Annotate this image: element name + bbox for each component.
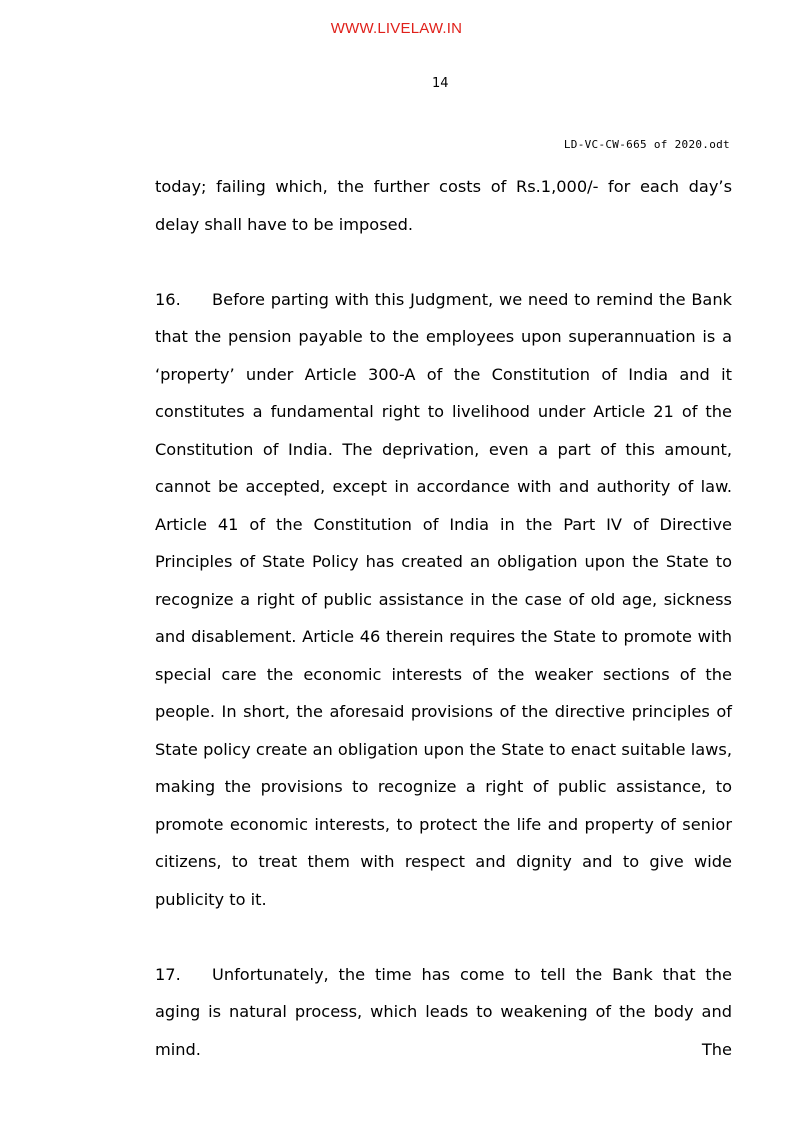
- judgment-body: [155, 168, 732, 1068]
- paragraph-17: [155, 956, 732, 1069]
- paragraph-16: [155, 281, 732, 919]
- paragraph-text: Unfortunately, the time has come to tell the Bank that the aging is natural process, which leads to weakening of the body and mind. The: [155, 964, 732, 1059]
- paragraph-text: today; failing which, the further costs of Rs.1,000/- for each day’s delay shall have to be imposed.: [155, 177, 732, 234]
- paragraph-continuation: [155, 168, 732, 243]
- paragraph-text: Before parting with this Judgment, we need to remind the Bank that the pension payable to the employees upon superannuation is a ‘property’ under Article 300-A of the Constitution of India and it constitutes a fundamental right to livelihood under Article 21 of the Constitution of India. The deprivation, even a part of this amount, cannot be accepted, except in accordance with and authority of law. Article 41 of the Constitution of India in the Part IV of Directive Principles of State Policy has created an obligation upon the State to recognize a right of public assistance in the case of old age, sickness and disablement. Article 46 therein requires the State to promote with special care the economic interests of the weaker sections of the people. In short, the aforesaid provisions of the directive principles of State policy create an obligation upon the State to enact suitable laws, making the provisions to recognize a right of public assistance, to promote economic interests, to protect the life and property of senior citizens, to treat them with respect and dignity and to give wide publicity to it.: [155, 289, 732, 909]
- paragraph-number: 16.: [155, 289, 181, 309]
- page-number: 14: [432, 76, 449, 91]
- file-reference: LD-VC-CW-665 of 2020.odt: [563, 138, 730, 151]
- paragraph-number: 17.: [155, 964, 181, 984]
- watermark-link[interactable]: WWW.LIVELAW.IN: [330, 20, 463, 37]
